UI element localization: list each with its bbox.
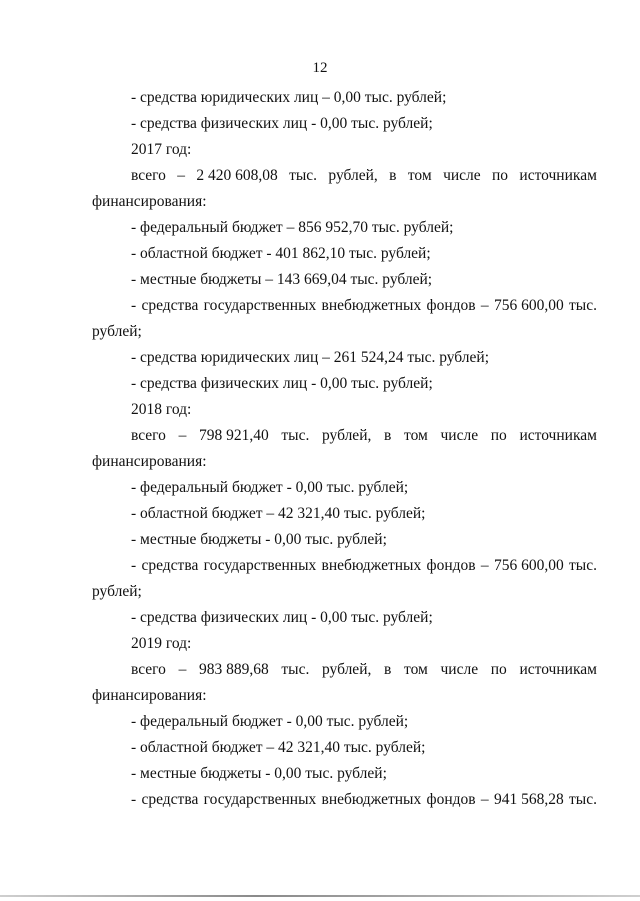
word: – — [480, 297, 489, 314]
paragraph-line: 2018 год: — [131, 401, 192, 418]
text-line — [0, 294, 640, 320]
word: по — [490, 661, 507, 678]
paragraph-line: - местные бюджеты - 0,00 тыс. рублей; — [131, 765, 387, 782]
text-line — [0, 736, 640, 762]
text-line — [0, 138, 640, 164]
text-line — [0, 86, 640, 112]
word: том — [404, 427, 428, 444]
word: - — [131, 297, 137, 314]
word: внебюджетных — [321, 557, 422, 574]
text-line — [0, 788, 640, 814]
word: 798 921,40 — [198, 427, 269, 444]
text-line — [0, 372, 640, 398]
paragraph-line: - областной бюджет – 42 321,40 тыс. рублей; — [131, 739, 426, 756]
word: – — [480, 557, 489, 574]
word: – — [178, 661, 187, 678]
page-number: 12 — [312, 60, 328, 76]
word: всего — [131, 661, 166, 678]
text-line — [0, 424, 640, 450]
paragraph-line: - местные бюджеты - 0,00 тыс. рублей; — [131, 531, 387, 548]
text-line — [0, 216, 640, 242]
word: источникам — [519, 661, 597, 678]
word: средства — [141, 297, 199, 314]
paragraph-line: 2019 год: — [131, 635, 192, 652]
word: средства — [141, 791, 199, 808]
justified-line — [131, 297, 597, 315]
scan-edge-divider — [0, 895, 640, 897]
word: 941 568,28 — [493, 791, 564, 808]
paragraph-line: - федеральный бюджет - 0,00 тыс. рублей; — [131, 713, 409, 730]
text-line — [0, 554, 640, 580]
continuation-line: финансирования: — [92, 453, 207, 470]
word: фондов — [426, 791, 476, 808]
paragraph-line: - федеральный бюджет - 0,00 тыс. рублей; — [131, 479, 409, 496]
word: фондов — [426, 557, 476, 574]
text-line — [0, 268, 640, 294]
justified-line — [131, 167, 597, 185]
word: рублей, — [321, 661, 372, 678]
paragraph-line: - федеральный бюджет – 856 952,70 тыс. рублей; — [131, 219, 454, 236]
text-line — [0, 476, 640, 502]
word: тыс. — [569, 791, 597, 808]
text-line — [0, 502, 640, 528]
word: тыс. — [289, 167, 318, 184]
text-line — [0, 320, 640, 346]
word: по — [490, 427, 507, 444]
paragraph-line: - средства физических лиц - 0,00 тыс. рублей; — [131, 609, 433, 626]
word: 2 420 608,08 — [196, 167, 278, 184]
word: всего — [131, 167, 166, 184]
text-line — [0, 112, 640, 138]
text-line — [0, 190, 640, 216]
paragraph-line: - областной бюджет - 401 862,10 тыс. рублей; — [131, 245, 431, 262]
word: - — [131, 557, 137, 574]
text-line — [0, 580, 640, 606]
word: источникам — [519, 427, 597, 444]
word: государственных — [203, 791, 317, 808]
word: средства — [141, 557, 199, 574]
word: - — [131, 791, 137, 808]
word: в — [389, 167, 397, 184]
justified-line — [131, 427, 597, 445]
word: в — [384, 661, 392, 678]
text-line — [0, 632, 640, 658]
word: – — [480, 791, 489, 808]
word: внебюджетных — [321, 791, 422, 808]
text-line — [0, 164, 640, 190]
word: государственных — [203, 557, 317, 574]
text-line — [0, 684, 640, 710]
word: – — [178, 427, 187, 444]
word: рублей, — [328, 167, 378, 184]
word: источникам — [519, 167, 597, 184]
word: – — [177, 167, 186, 184]
paragraph-line: - средства юридических лиц – 261 524,24 тыс. рублей; — [131, 349, 490, 366]
paragraph-line: - областной бюджет – 42 321,40 тыс. рублей; — [131, 505, 426, 522]
text-line — [0, 242, 640, 268]
word: тыс. — [281, 427, 310, 444]
document-body — [0, 86, 640, 814]
continuation-line: рублей; — [92, 583, 142, 600]
continuation-line: финансирования: — [92, 193, 207, 210]
paragraph-line: - средства юридических лиц – 0,00 тыс. рублей; — [131, 89, 447, 106]
word: том — [404, 661, 428, 678]
paragraph-line: 2017 год: — [131, 141, 192, 158]
word: 756 600,00 — [493, 557, 564, 574]
word: в — [384, 427, 392, 444]
word: числе — [440, 427, 479, 444]
word: всего — [131, 427, 166, 444]
word: рублей, — [321, 427, 372, 444]
paragraph-line: - средства физических лиц - 0,00 тыс. рублей; — [131, 115, 433, 132]
justified-line — [131, 661, 597, 679]
text-line — [0, 762, 640, 788]
text-line — [0, 450, 640, 476]
word: тыс. — [281, 661, 310, 678]
word: 756 600,00 — [493, 297, 564, 314]
justified-line — [131, 791, 597, 809]
word: внебюджетных — [321, 297, 422, 314]
text-line — [0, 528, 640, 554]
justified-line — [131, 557, 597, 575]
text-line — [0, 398, 640, 424]
text-line — [0, 658, 640, 684]
word: том — [407, 167, 432, 184]
text-line — [0, 606, 640, 632]
continuation-line: финансирования: — [92, 687, 207, 704]
word: тыс. — [569, 297, 597, 314]
text-line — [0, 346, 640, 372]
word: числе — [440, 661, 479, 678]
continuation-line: рублей; — [92, 323, 142, 340]
word: числе — [443, 167, 481, 184]
text-line — [0, 710, 640, 736]
paragraph-line: - местные бюджеты – 143 669,04 тыс. рублей; — [131, 271, 433, 288]
word: по — [492, 167, 509, 184]
word: 983 889,68 — [198, 661, 269, 678]
word: фондов — [426, 297, 476, 314]
paragraph-line: - средства физических лиц - 0,00 тыс. рублей; — [131, 375, 433, 392]
word: тыс. — [569, 557, 597, 574]
word: государственных — [203, 297, 317, 314]
